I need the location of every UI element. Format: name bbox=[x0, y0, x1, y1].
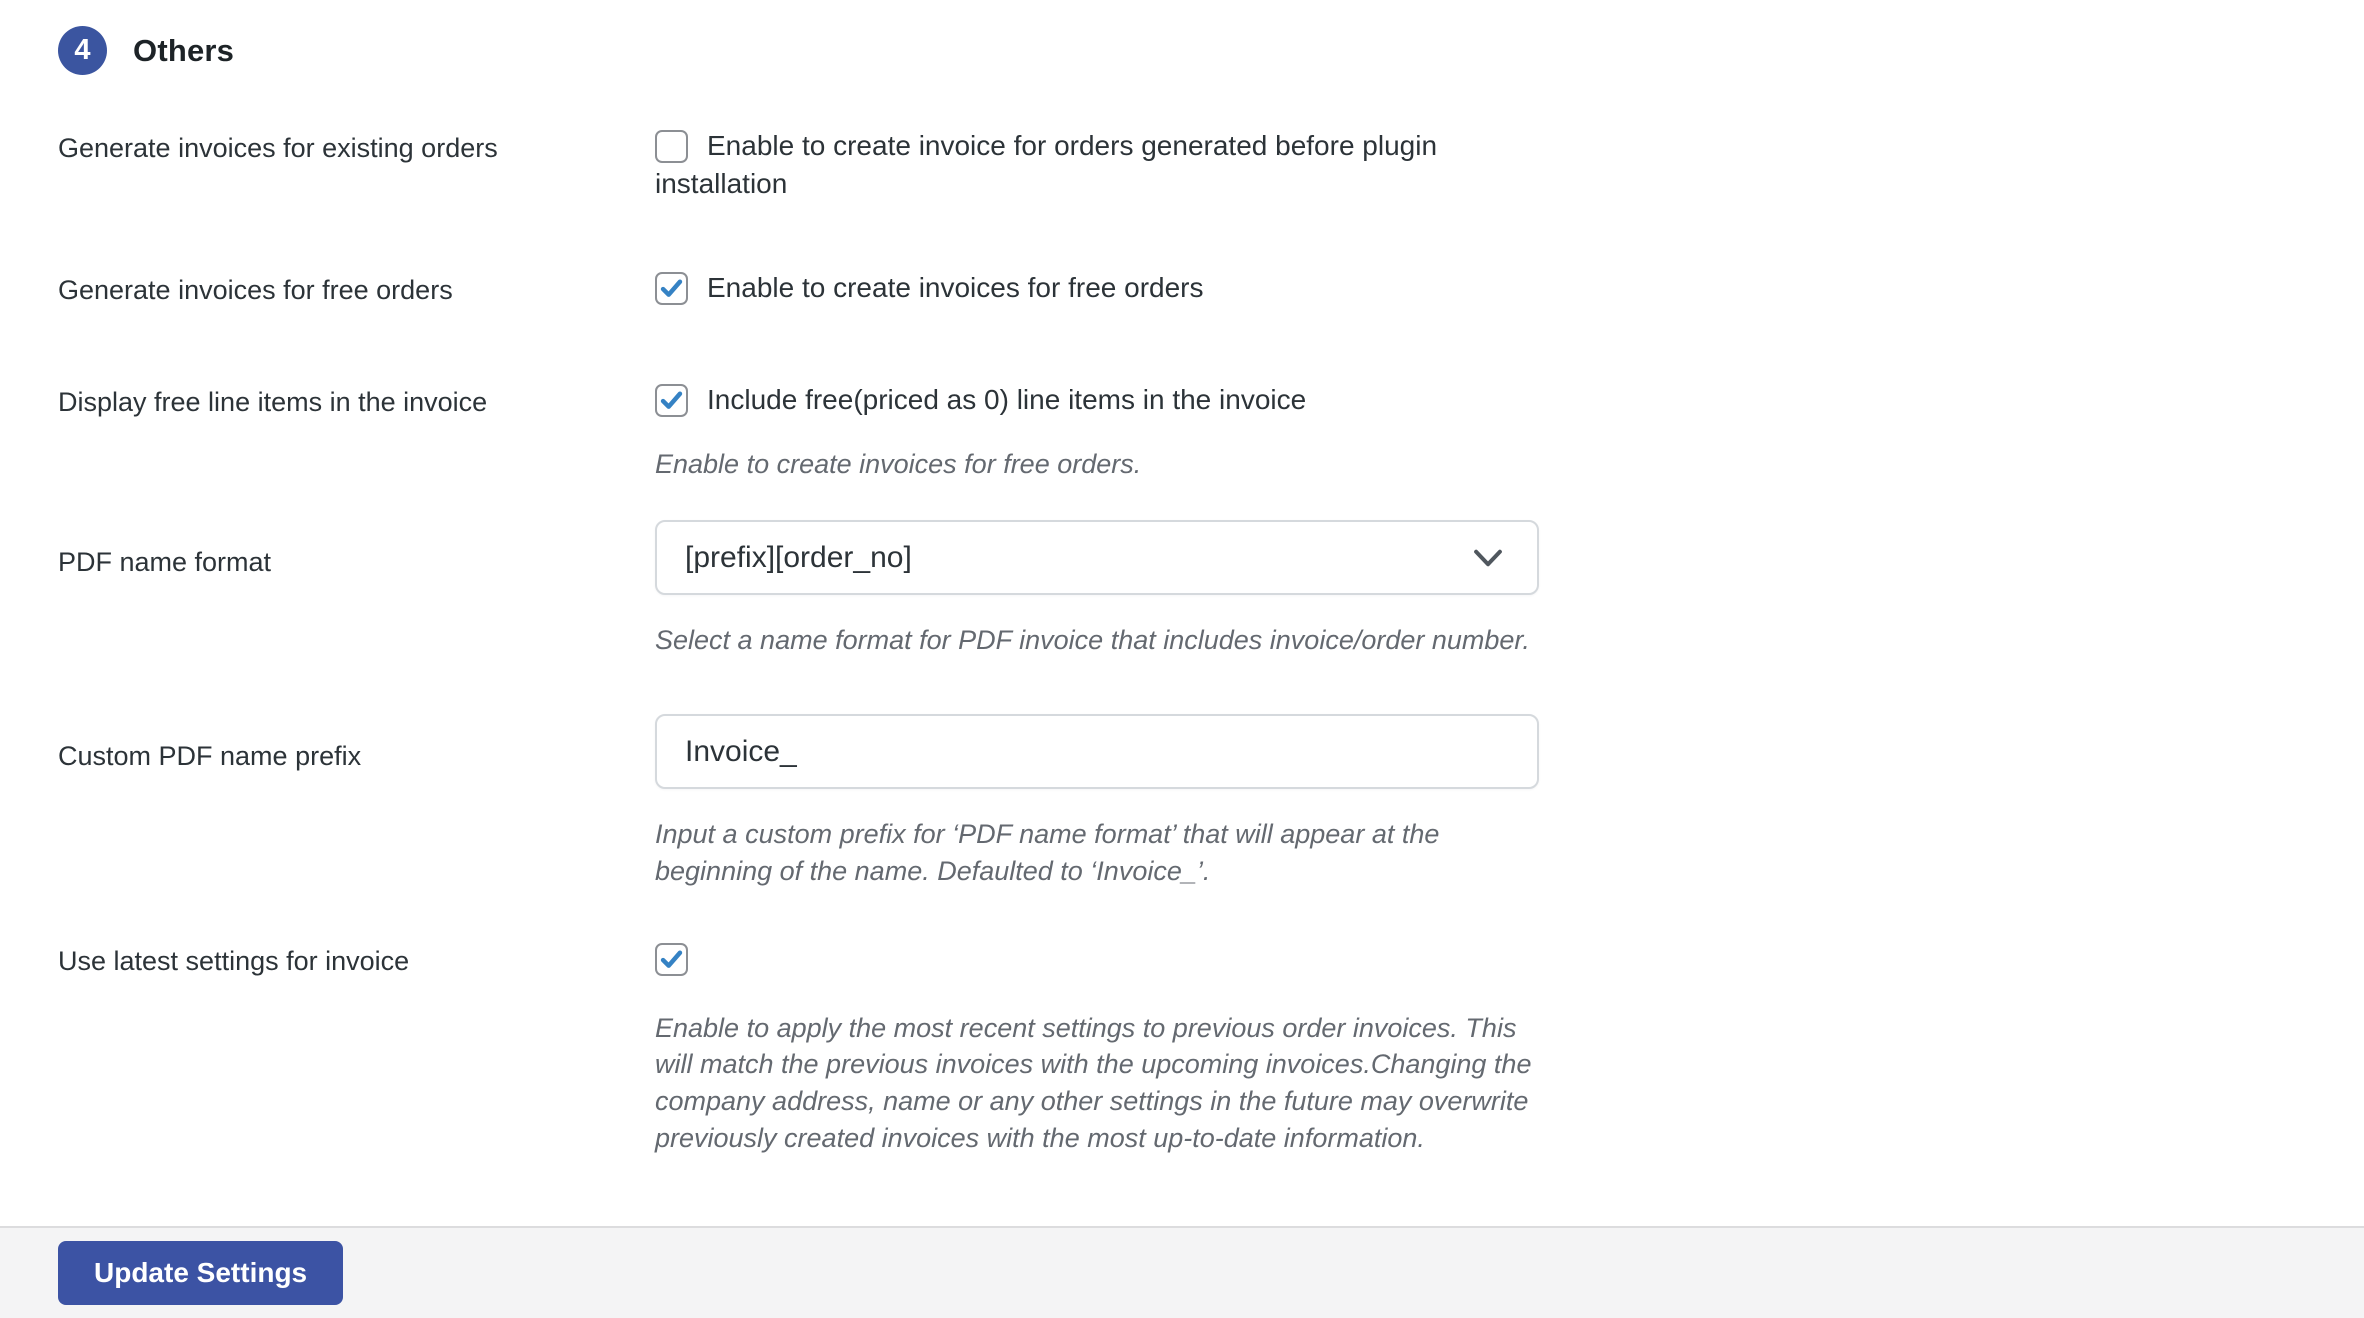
section-number-badge: 4 bbox=[58, 26, 107, 75]
use-latest-settings-checkbox[interactable] bbox=[655, 943, 688, 976]
generate-existing-orders-checkbox[interactable] bbox=[655, 130, 688, 163]
checkbox-label: Enable to create invoices for free orders bbox=[707, 272, 1204, 304]
free-line-items-checkbox[interactable] bbox=[655, 384, 688, 417]
help-text: Enable to create invoices for free orders. bbox=[655, 448, 1142, 479]
setting-label: Generate invoices for existing orders bbox=[58, 133, 498, 163]
checkmark-icon bbox=[658, 946, 685, 973]
row-custom-pdf-name-prefix bbox=[58, 714, 2364, 889]
setting-label: Generate invoices for free orders bbox=[58, 275, 453, 306]
row-generate-invoices-existing-orders bbox=[58, 127, 2364, 203]
row-generate-invoices-free-orders bbox=[58, 269, 2364, 308]
setting-label: PDF name format bbox=[58, 547, 272, 578]
checkmark-icon bbox=[658, 387, 685, 414]
setting-label: Custom PDF name prefix bbox=[58, 741, 362, 772]
settings-footer bbox=[0, 1226, 2364, 1318]
checkmark-icon bbox=[658, 275, 685, 302]
setting-label: Use latest settings for invoice bbox=[58, 945, 410, 976]
setting-label: Display free line items in the invoice bbox=[58, 386, 488, 417]
section-title: Others bbox=[133, 32, 235, 68]
checkbox-label: Enable to create invoice for orders generated before plugin installation bbox=[655, 130, 1438, 200]
checkbox-label: Include free(priced as 0) line items in the invoice bbox=[707, 383, 1307, 415]
chevron-down-icon bbox=[1473, 541, 1503, 575]
section-header bbox=[58, 26, 2364, 75]
custom-pdf-prefix-field bbox=[655, 714, 1539, 789]
help-text: Enable to apply the most recent settings to previous order invoices. This will match the previous invoices with the upcoming invoices.Changing the company address, name or any other settings in the future may overwrite previously created invoices with the most up-to-date information. bbox=[655, 1012, 1532, 1153]
help-text: Input a custom prefix for ‘PDF name format’ that will appear at the beginning of the name. Defaulted to ‘Invoice_’. bbox=[655, 819, 1440, 886]
selected-option: [prefix][order_no] bbox=[685, 540, 912, 574]
row-use-latest-settings bbox=[58, 940, 2364, 1157]
row-display-free-line-items bbox=[58, 381, 2364, 483]
generate-free-orders-checkbox[interactable] bbox=[655, 272, 688, 305]
custom-pdf-prefix-input[interactable] bbox=[685, 735, 1509, 769]
pdf-name-format-select[interactable] bbox=[655, 520, 1539, 595]
update-settings-button[interactable]: Update Settings bbox=[58, 1241, 343, 1305]
row-pdf-name-format bbox=[58, 520, 2364, 659]
help-text: Select a name format for PDF invoice that includes invoice/order number. bbox=[655, 625, 1530, 656]
